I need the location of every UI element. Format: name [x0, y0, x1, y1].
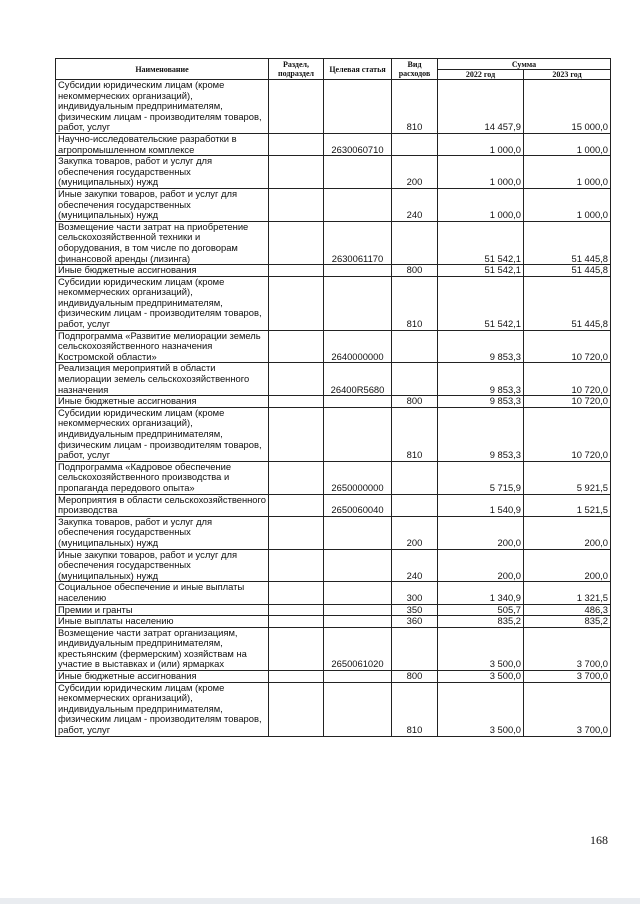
- header-sum: Сумма: [438, 59, 611, 70]
- row-section: [269, 516, 324, 549]
- row-sum-2023: 3 700,0: [524, 627, 611, 670]
- row-section: [269, 616, 324, 628]
- row-sum-2023: 1 000,0: [524, 188, 611, 221]
- row-section: [269, 188, 324, 221]
- row-section: [269, 276, 324, 330]
- row-section: [269, 627, 324, 670]
- table-row: [56, 330, 611, 363]
- row-type: [392, 221, 438, 264]
- table-row: [56, 156, 611, 189]
- row-target: [324, 604, 392, 616]
- row-sum-2023: 486,3: [524, 604, 611, 616]
- table-row: [56, 616, 611, 628]
- row-section: [269, 363, 324, 396]
- row-name: Субсидии юридическим лицам (кроме некоммерческих организаций), индивидуальным предпринимателям, физическим лицам - производителям товаров, работ, услуг: [56, 276, 269, 330]
- table-row: [56, 363, 611, 396]
- row-sum-2022: 200,0: [438, 516, 524, 549]
- table-row: [56, 276, 611, 330]
- row-name: Иные бюджетные ассигнования: [56, 671, 269, 683]
- row-name: Иные закупки товаров, работ и услуг для обеспечения государственных (муниципальных) нужд: [56, 549, 269, 582]
- table-row: [56, 627, 611, 670]
- row-sum-2023: 200,0: [524, 549, 611, 582]
- row-name: Мероприятия в области сельскохозяйственного производства: [56, 494, 269, 516]
- row-sum-2022: 1 000,0: [438, 156, 524, 189]
- row-sum-2023: 1 521,5: [524, 494, 611, 516]
- row-target: [324, 682, 392, 736]
- row-name: Социальное обеспечение и иные выплаты населению: [56, 582, 269, 604]
- row-target: [324, 671, 392, 683]
- row-sum-2023: 10 720,0: [524, 363, 611, 396]
- row-name: Иные закупки товаров, работ и услуг для обеспечения государственных (муниципальных) нужд: [56, 188, 269, 221]
- row-target: 2650061020: [324, 627, 392, 670]
- row-section: [269, 604, 324, 616]
- row-sum-2023: 3 700,0: [524, 671, 611, 683]
- row-section: [269, 682, 324, 736]
- row-section: [269, 549, 324, 582]
- budget-table: [55, 58, 611, 737]
- row-type: 200: [392, 516, 438, 549]
- row-sum-2023: 5 921,5: [524, 461, 611, 494]
- row-sum-2022: 1 540,9: [438, 494, 524, 516]
- row-name: Возмещение части затрат организациям, индивидуальным предпринимателям, крестьянским (фермерским) хозяйствам на участие в выставках и (или) ярмарках: [56, 627, 269, 670]
- header-section: Раздел, подраздел: [269, 59, 324, 80]
- row-type: 800: [392, 265, 438, 277]
- row-target: [324, 549, 392, 582]
- row-target: [324, 80, 392, 134]
- row-sum-2022: 9 853,3: [438, 396, 524, 408]
- row-sum-2023: 3 700,0: [524, 682, 611, 736]
- row-name: Закупка товаров, работ и услуг для обеспечения государственных (муниципальных) нужд: [56, 516, 269, 549]
- row-section: [269, 221, 324, 264]
- row-target: [324, 276, 392, 330]
- row-target: [324, 407, 392, 461]
- row-sum-2022: 14 457,9: [438, 80, 524, 134]
- row-type: 360: [392, 616, 438, 628]
- row-type: [392, 330, 438, 363]
- row-section: [269, 330, 324, 363]
- row-sum-2022: 5 715,9: [438, 461, 524, 494]
- row-sum-2023: 1 000,0: [524, 133, 611, 155]
- row-sum-2022: 51 542,1: [438, 276, 524, 330]
- row-section: [269, 265, 324, 277]
- row-sum-2022: 200,0: [438, 549, 524, 582]
- table-row: [56, 221, 611, 264]
- row-type: 200: [392, 156, 438, 189]
- row-name: Иные бюджетные ассигнования: [56, 265, 269, 277]
- row-sum-2022: 51 542,1: [438, 265, 524, 277]
- row-target: 2650000000: [324, 461, 392, 494]
- table-row: [56, 265, 611, 277]
- row-sum-2023: 1 000,0: [524, 156, 611, 189]
- row-name: Подпрограмма «Кадровое обеспечение сельскохозяйственного производства и пропаганда передового опыта»: [56, 461, 269, 494]
- row-name: Субсидии юридическим лицам (кроме некоммерческих организаций), индивидуальным предпринимателям, физическим лицам - производителям товаров, работ, услуг: [56, 682, 269, 736]
- row-target: [324, 156, 392, 189]
- table-row: [56, 516, 611, 549]
- row-name: Реализация мероприятий в области мелиорации земель сельскохозяйственного назначения: [56, 363, 269, 396]
- header-year-2022: 2022 год: [438, 70, 524, 80]
- row-name: Подпрограмма «Развитие мелиорации земель сельскохозяйственного назначения Костромской области»: [56, 330, 269, 363]
- row-type: 800: [392, 396, 438, 408]
- table-row: [56, 549, 611, 582]
- table-row: [56, 188, 611, 221]
- row-name: Закупка товаров, работ и услуг для обеспечения государственных (муниципальных) нужд: [56, 156, 269, 189]
- row-name: Субсидии юридическим лицам (кроме некоммерческих организаций), индивидуальным предпринимателям, физическим лицам - производителям товаров, работ, услуг: [56, 407, 269, 461]
- header-type: Вид расходов: [392, 59, 438, 80]
- table-row: [56, 80, 611, 134]
- row-sum-2022: 3 500,0: [438, 627, 524, 670]
- header-name: Наименование: [56, 59, 269, 80]
- table-row: [56, 407, 611, 461]
- row-sum-2023: 10 720,0: [524, 330, 611, 363]
- row-sum-2022: 9 853,3: [438, 407, 524, 461]
- table-row: [56, 671, 611, 683]
- table-row: [56, 461, 611, 494]
- row-sum-2023: 10 720,0: [524, 396, 611, 408]
- row-target: [324, 265, 392, 277]
- row-type: [392, 363, 438, 396]
- row-sum-2023: 51 445,8: [524, 221, 611, 264]
- row-type: [392, 133, 438, 155]
- row-name: Иные выплаты населению: [56, 616, 269, 628]
- row-target: [324, 616, 392, 628]
- row-sum-2022: 9 853,3: [438, 330, 524, 363]
- row-section: [269, 582, 324, 604]
- row-sum-2023: 1 321,5: [524, 582, 611, 604]
- row-sum-2022: 3 500,0: [438, 682, 524, 736]
- row-sum-2023: 200,0: [524, 516, 611, 549]
- row-section: [269, 133, 324, 155]
- row-section: [269, 494, 324, 516]
- table-row: [56, 682, 611, 736]
- row-sum-2022: 51 542,1: [438, 221, 524, 264]
- row-type: [392, 461, 438, 494]
- row-target: [324, 582, 392, 604]
- row-sum-2023: 835,2: [524, 616, 611, 628]
- row-type: 810: [392, 407, 438, 461]
- row-name: Научно-исследовательские разработки в агропромышленном комплексе: [56, 133, 269, 155]
- row-target: [324, 188, 392, 221]
- row-section: [269, 671, 324, 683]
- row-target: 26400R5680: [324, 363, 392, 396]
- row-sum-2022: 3 500,0: [438, 671, 524, 683]
- row-section: [269, 461, 324, 494]
- table-row: [56, 604, 611, 616]
- row-type: 240: [392, 188, 438, 221]
- row-sum-2022: 1 340,9: [438, 582, 524, 604]
- row-sum-2023: 10 720,0: [524, 407, 611, 461]
- row-type: 810: [392, 682, 438, 736]
- row-sum-2023: 15 000,0: [524, 80, 611, 134]
- row-type: 810: [392, 276, 438, 330]
- row-type: 800: [392, 671, 438, 683]
- row-type: 350: [392, 604, 438, 616]
- page-number: 168: [590, 833, 608, 847]
- row-name: Субсидии юридическим лицам (кроме некоммерческих организаций), индивидуальным предпринимателям, физическим лицам - производителям товаров, работ, услуг: [56, 80, 269, 134]
- row-sum-2022: 9 853,3: [438, 363, 524, 396]
- row-sum-2022: 505,7: [438, 604, 524, 616]
- row-type: [392, 627, 438, 670]
- row-type: 240: [392, 549, 438, 582]
- row-type: 300: [392, 582, 438, 604]
- table-row: [56, 133, 611, 155]
- header-year-2023: 2023 год: [524, 70, 611, 80]
- row-name: Иные бюджетные ассигнования: [56, 396, 269, 408]
- row-section: [269, 407, 324, 461]
- row-section: [269, 156, 324, 189]
- row-sum-2023: 51 445,8: [524, 276, 611, 330]
- row-sum-2022: 1 000,0: [438, 188, 524, 221]
- row-type: 810: [392, 80, 438, 134]
- row-target: [324, 396, 392, 408]
- row-target: 2630060710: [324, 133, 392, 155]
- row-name: Премии и гранты: [56, 604, 269, 616]
- row-target: [324, 516, 392, 549]
- row-sum-2023: 51 445,8: [524, 265, 611, 277]
- row-section: [269, 396, 324, 408]
- row-target: 2640000000: [324, 330, 392, 363]
- row-sum-2022: 835,2: [438, 616, 524, 628]
- row-section: [269, 80, 324, 134]
- row-type: [392, 494, 438, 516]
- row-target: 2650060040: [324, 494, 392, 516]
- header-target: Целевая статья: [324, 59, 392, 80]
- row-target: 2630061170: [324, 221, 392, 264]
- row-name: Возмещение части затрат на приобретение сельскохозяйственной техники и оборудования, в том числе по договорам финансовой аренды (лизинга): [56, 221, 269, 264]
- page-bottom-edge: [0, 898, 640, 904]
- row-sum-2022: 1 000,0: [438, 133, 524, 155]
- table-row: [56, 494, 611, 516]
- table-row: [56, 582, 611, 604]
- table-row: [56, 396, 611, 408]
